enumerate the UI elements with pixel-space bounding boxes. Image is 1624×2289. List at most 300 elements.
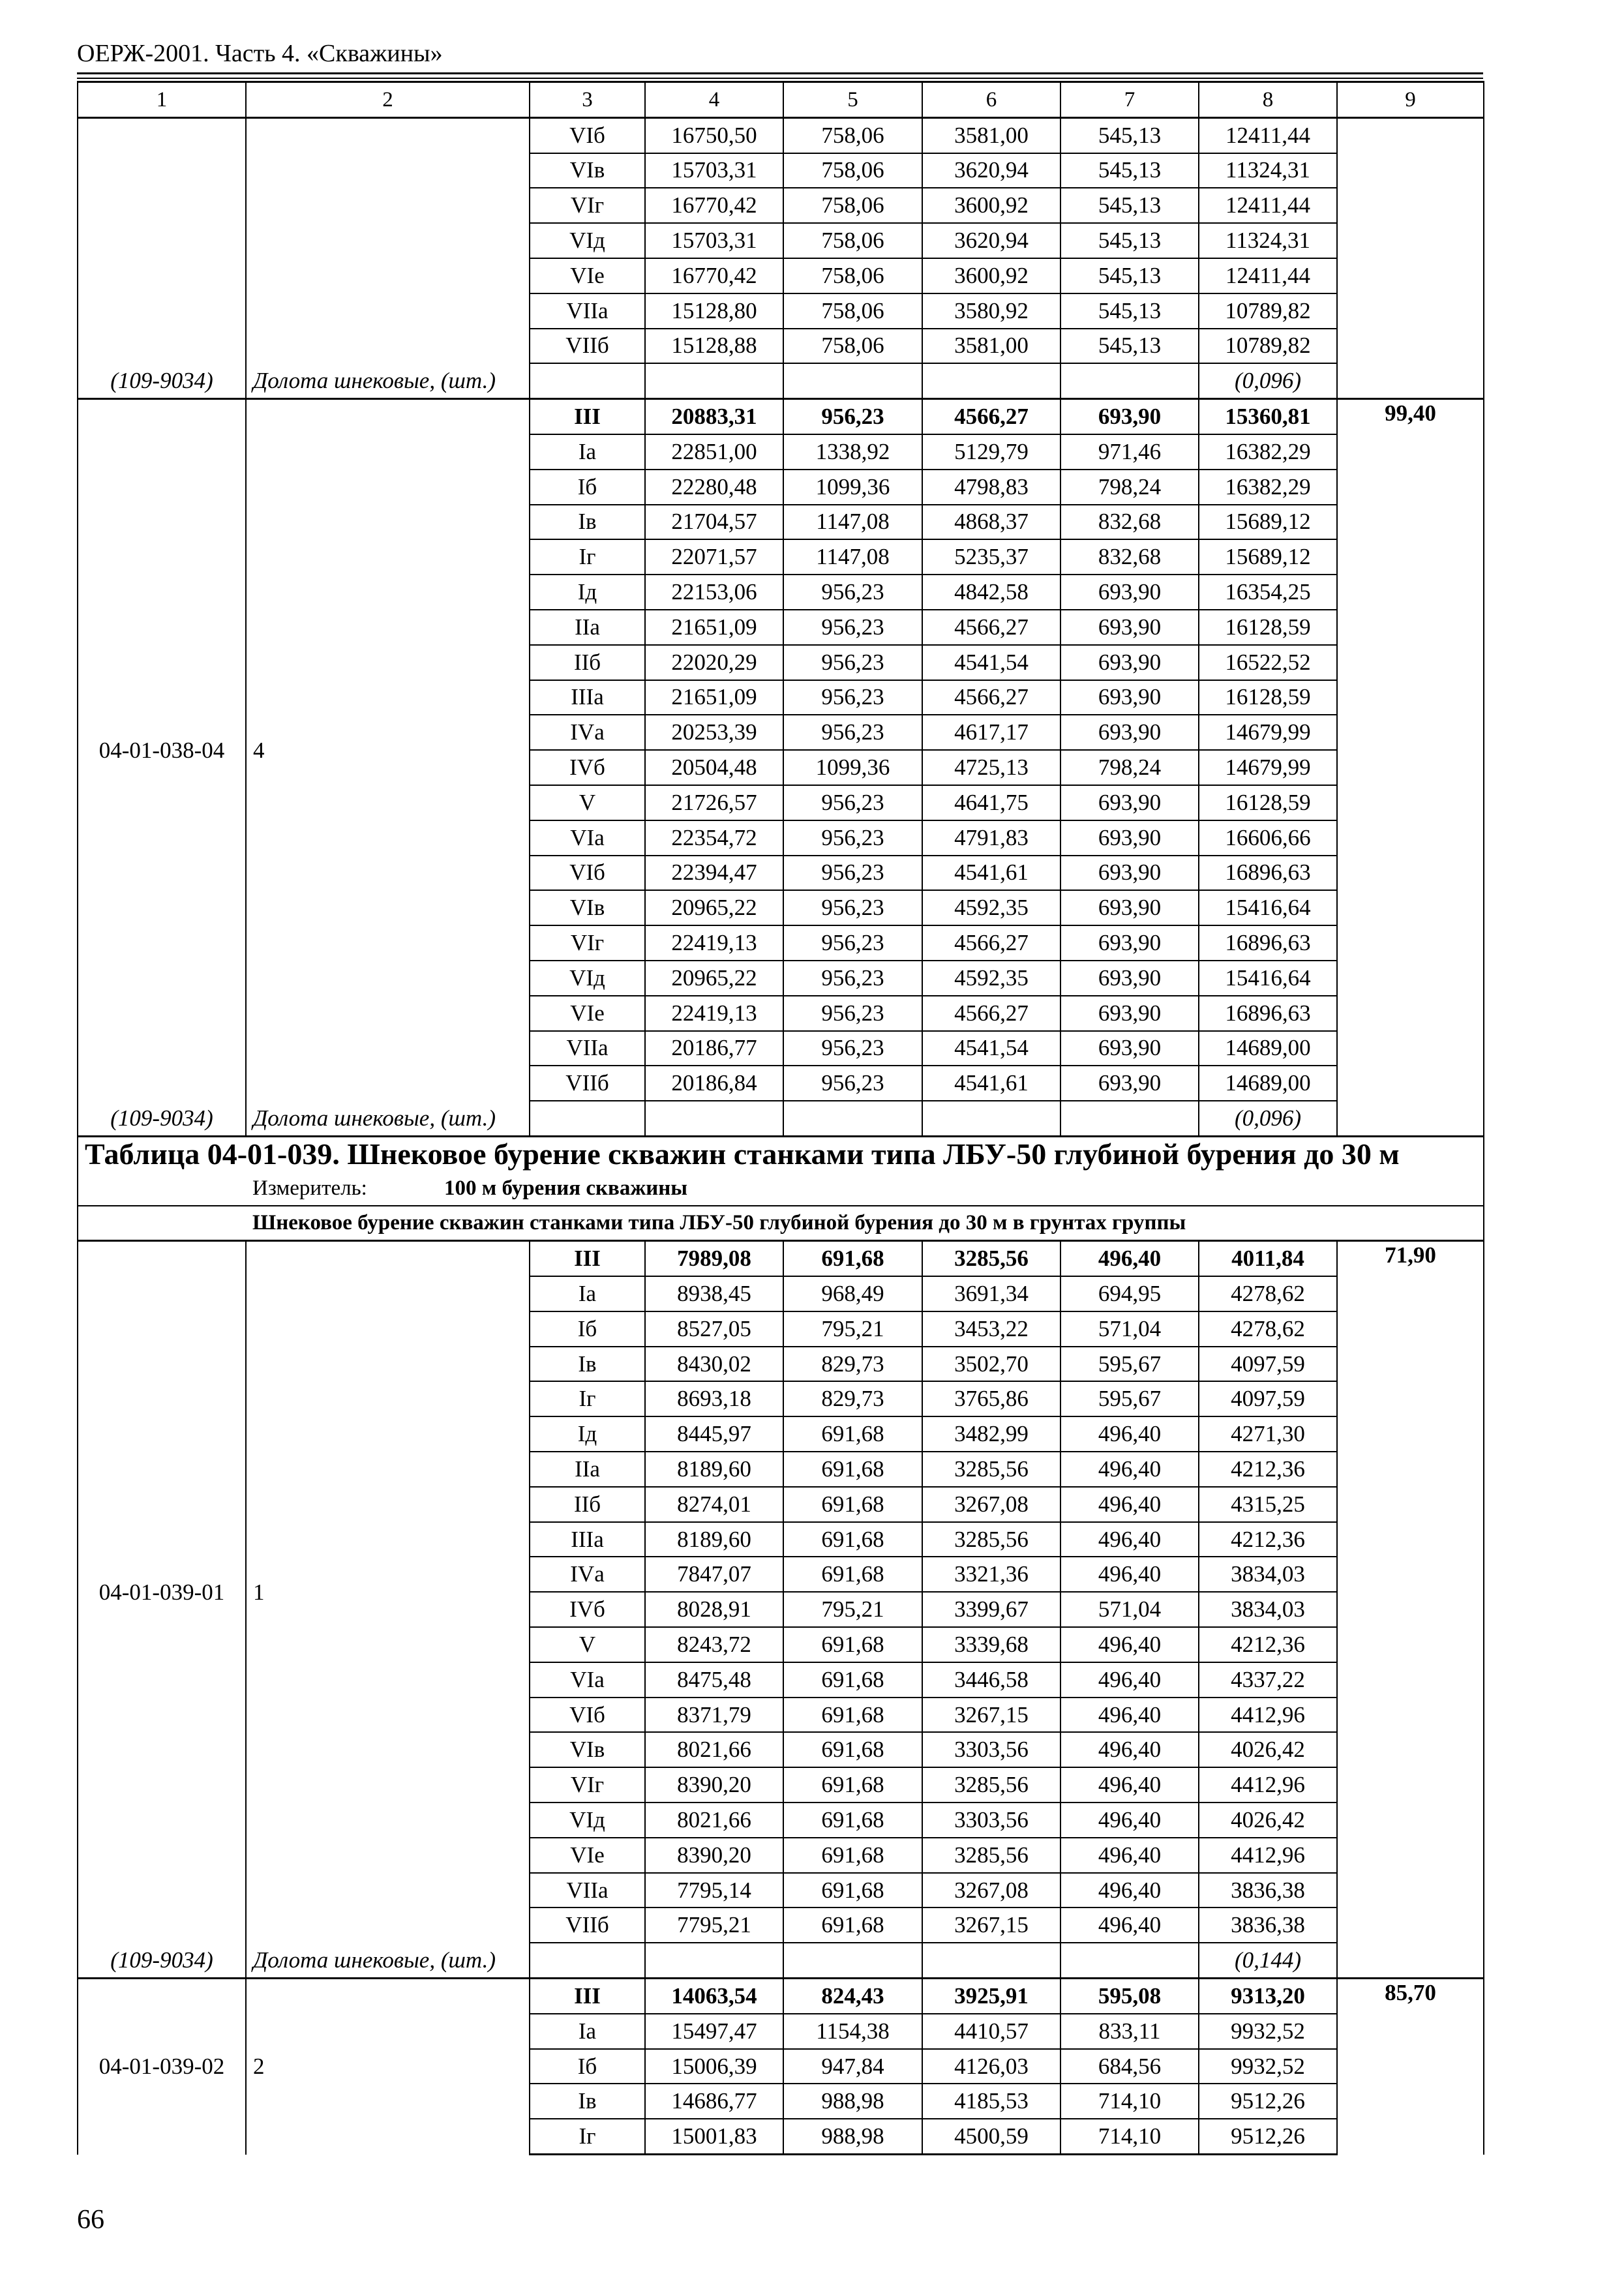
price-value: 798,24	[1060, 470, 1199, 505]
price-value: 496,40	[1060, 1241, 1199, 1276]
price-value: 22153,06	[645, 575, 783, 610]
price-value: 14679,99	[1199, 750, 1337, 785]
price-value: 947,84	[783, 2049, 922, 2084]
labor-mark: 85,70	[1337, 1979, 1484, 2155]
price-value: 7795,21	[645, 1908, 783, 1943]
price-value: 684,56	[1060, 2049, 1199, 2084]
column-numbers-row	[78, 82, 1484, 118]
soil-group: V	[530, 1627, 645, 1662]
item-number: 1	[246, 1241, 530, 1943]
price-value: 8189,60	[645, 1452, 783, 1487]
resource-quantity: (0,096)	[1199, 1101, 1337, 1136]
price-value: 496,40	[1060, 1487, 1199, 1522]
price-value: 22394,47	[645, 856, 783, 891]
price-value: 15001,83	[645, 2119, 783, 2154]
soil-group: IVб	[530, 1592, 645, 1627]
price-value: 694,95	[1060, 1276, 1199, 1311]
price-value: 3620,94	[922, 153, 1060, 188]
price-value: 956,23	[783, 890, 922, 925]
price-value: 595,08	[1060, 1979, 1199, 2014]
price-value: 15497,47	[645, 2014, 783, 2049]
price-value: 4011,84	[1199, 1241, 1337, 1276]
price-row-main	[78, 399, 1484, 434]
soil-group: VIIб	[530, 1908, 645, 1943]
price-value: 16382,29	[1199, 470, 1337, 505]
page-number: 66	[77, 2205, 104, 2235]
column-number: 9	[1337, 82, 1484, 118]
empty-cell	[922, 363, 1060, 398]
price-value: 545,13	[1060, 223, 1199, 258]
price-value: 1147,08	[783, 505, 922, 540]
price-value: 22419,13	[645, 996, 783, 1031]
soil-group: Iг	[530, 2119, 645, 2154]
price-value: 11324,31	[1199, 223, 1337, 258]
price-value: 1338,92	[783, 434, 922, 470]
price-value: 4278,62	[1199, 1276, 1337, 1311]
soil-group: IIа	[530, 1452, 645, 1487]
price-value: 20965,22	[645, 890, 783, 925]
price-value: 691,68	[783, 1557, 922, 1592]
price-value: 691,68	[783, 1662, 922, 1698]
price-value: 12411,44	[1199, 117, 1337, 153]
price-value: 693,90	[1060, 1031, 1199, 1066]
price-value: 3285,56	[922, 1452, 1060, 1487]
price-value: 4592,35	[922, 961, 1060, 996]
price-value: 4212,36	[1199, 1522, 1337, 1557]
price-value: 7989,08	[645, 1241, 783, 1276]
price-value: 22851,00	[645, 434, 783, 470]
price-value: 9932,52	[1199, 2049, 1337, 2084]
meter-cell	[246, 1171, 1484, 1206]
price-value: 4541,61	[922, 1066, 1060, 1101]
price-value: 832,68	[1060, 539, 1199, 575]
price-value: 21704,57	[645, 505, 783, 540]
price-value: 8527,05	[645, 1311, 783, 1347]
price-value: 545,13	[1060, 188, 1199, 223]
price-value: 9313,20	[1199, 1979, 1337, 2014]
price-value: 4412,96	[1199, 1838, 1337, 1873]
empty-cell	[783, 1943, 922, 1978]
column-number: 5	[783, 82, 922, 118]
price-value: 20883,31	[645, 399, 783, 434]
meter-label: Измеритель:	[252, 1176, 367, 1200]
soil-group: Iа	[530, 2014, 645, 2049]
price-value: 3339,68	[922, 1627, 1060, 1662]
price-value: 1147,08	[783, 539, 922, 575]
price-value: 4592,35	[922, 890, 1060, 925]
soil-group: IVа	[530, 715, 645, 750]
price-value: 16382,29	[1199, 434, 1337, 470]
item-number: 2	[246, 1979, 530, 2155]
price-value: 968,49	[783, 1276, 922, 1311]
price-value: 496,40	[1060, 1838, 1199, 1873]
empty-cell	[1060, 1943, 1199, 1978]
price-value: 21651,09	[645, 680, 783, 715]
price-value: 3836,38	[1199, 1908, 1337, 1943]
resource-name: Долота шнековые, (шт.)	[246, 1101, 530, 1136]
price-value: 691,68	[783, 1627, 922, 1662]
price-value: 16896,63	[1199, 856, 1337, 891]
column-number: 2	[246, 82, 530, 118]
soil-group: VIIб	[530, 329, 645, 364]
table-title: Таблица 04-01-039. Шнековое бурение скважин станками типа ЛБУ-50 глубиной бурения до 30 м	[78, 1136, 1484, 1171]
column-number: 6	[922, 82, 1060, 118]
price-value: 693,90	[1060, 715, 1199, 750]
price-value: 3285,56	[922, 1838, 1060, 1873]
empty-cell	[645, 1943, 783, 1978]
price-value: 758,06	[783, 258, 922, 293]
price-value: 496,40	[1060, 1803, 1199, 1838]
price-value: 8475,48	[645, 1662, 783, 1698]
price-value: 3581,00	[922, 329, 1060, 364]
price-value: 15006,39	[645, 2049, 783, 2084]
price-value: 4725,13	[922, 750, 1060, 785]
price-value: 758,06	[783, 117, 922, 153]
price-value: 4566,27	[922, 680, 1060, 715]
subheader-row	[78, 1206, 1484, 1241]
price-value: 4212,36	[1199, 1452, 1337, 1487]
empty-cell	[1060, 363, 1199, 398]
soil-group: Iб	[530, 470, 645, 505]
soil-group: IVб	[530, 750, 645, 785]
footnote-row	[78, 363, 1484, 398]
price-value: 693,90	[1060, 785, 1199, 820]
soil-group: Iб	[530, 1311, 645, 1347]
price-value: 693,90	[1060, 575, 1199, 610]
soil-group: VIа	[530, 1662, 645, 1698]
resource-code: (109-9034)	[78, 1101, 246, 1136]
price-value: 496,40	[1060, 1767, 1199, 1803]
price-value: 16522,52	[1199, 645, 1337, 680]
price-value: 956,23	[783, 996, 922, 1031]
price-value: 20253,39	[645, 715, 783, 750]
price-value: 4185,53	[922, 2084, 1060, 2119]
price-value: 988,98	[783, 2084, 922, 2119]
price-value: 4410,57	[922, 2014, 1060, 2049]
price-value: 956,23	[783, 399, 922, 434]
empty-cell	[783, 1101, 922, 1136]
soil-group: V	[530, 785, 645, 820]
price-value: 4315,25	[1199, 1487, 1337, 1522]
soil-group: Iв	[530, 1347, 645, 1382]
meter-value: 100 м бурения скважины	[444, 1176, 688, 1200]
price-value: 956,23	[783, 856, 922, 891]
price-value: 14689,00	[1199, 1031, 1337, 1066]
price-value: 956,23	[783, 680, 922, 715]
price-value: 16896,63	[1199, 996, 1337, 1031]
resource-quantity: (0,144)	[1199, 1943, 1337, 1978]
soil-group: VIд	[530, 1803, 645, 1838]
price-value: 693,90	[1060, 925, 1199, 961]
column-number: 4	[645, 82, 783, 118]
price-row	[78, 117, 1484, 153]
price-table	[77, 81, 1484, 2155]
price-value: 3267,08	[922, 1873, 1060, 1908]
price-value: 956,23	[783, 1031, 922, 1066]
soil-group: Iа	[530, 1276, 645, 1311]
empty-cell	[922, 1101, 1060, 1136]
price-value: 496,40	[1060, 1662, 1199, 1698]
soil-group: VIг	[530, 925, 645, 961]
price-value: 714,10	[1060, 2119, 1199, 2154]
rate-code: 04-01-039-01	[78, 1241, 246, 1943]
price-value: 20504,48	[645, 750, 783, 785]
subheader-spacer	[78, 1206, 246, 1241]
soil-group: Iд	[530, 1416, 645, 1452]
price-value: 4026,42	[1199, 1803, 1337, 1838]
price-value: 3285,56	[922, 1767, 1060, 1803]
price-value: 691,68	[783, 1698, 922, 1733]
price-value: 8021,66	[645, 1803, 783, 1838]
soil-group: VIIа	[530, 293, 645, 329]
soil-group: IIб	[530, 645, 645, 680]
price-value: 4500,59	[922, 2119, 1060, 2154]
price-value: 3834,03	[1199, 1557, 1337, 1592]
price-value: 15360,81	[1199, 399, 1337, 434]
price-value: 10789,82	[1199, 293, 1337, 329]
price-value: 3765,86	[922, 1381, 1060, 1416]
page-header: ОЕРЖ-2001. Часть 4. «Скважины»	[77, 40, 443, 67]
column-number: 8	[1199, 82, 1337, 118]
soil-group: VIг	[530, 188, 645, 223]
price-value: 798,24	[1060, 750, 1199, 785]
price-value: 4541,54	[922, 645, 1060, 680]
price-value: 15128,80	[645, 293, 783, 329]
price-value: 7795,14	[645, 1873, 783, 1908]
price-value: 758,06	[783, 223, 922, 258]
price-value: 693,90	[1060, 1066, 1199, 1101]
price-value: 16770,42	[645, 188, 783, 223]
price-value: 496,40	[1060, 1873, 1199, 1908]
price-value: 4126,03	[922, 2049, 1060, 2084]
price-value: 8390,20	[645, 1767, 783, 1803]
price-value: 496,40	[1060, 1416, 1199, 1452]
price-value: 4798,83	[922, 470, 1060, 505]
price-value: 8371,79	[645, 1698, 783, 1733]
price-value: 795,21	[783, 1592, 922, 1627]
price-value: 545,13	[1060, 117, 1199, 153]
price-value: 10789,82	[1199, 329, 1337, 364]
price-value: 3620,94	[922, 223, 1060, 258]
price-value: 8274,01	[645, 1487, 783, 1522]
price-value: 691,68	[783, 1416, 922, 1452]
resource-name: Долота шнековые, (шт.)	[246, 1943, 530, 1978]
price-value: 758,06	[783, 153, 922, 188]
footnote-row	[78, 1943, 1484, 1978]
column-number: 1	[78, 82, 246, 118]
soil-group: Iг	[530, 1381, 645, 1416]
price-value: 20186,84	[645, 1066, 783, 1101]
price-value: 4026,42	[1199, 1732, 1337, 1767]
price-value: 4097,59	[1199, 1347, 1337, 1382]
empty-cell	[783, 363, 922, 398]
soil-group: VIв	[530, 1732, 645, 1767]
soil-group: Iа	[530, 434, 645, 470]
price-value: 3691,34	[922, 1276, 1060, 1311]
price-value: 714,10	[1060, 2084, 1199, 2119]
price-value: 4566,27	[922, 925, 1060, 961]
soil-group: IIа	[530, 610, 645, 645]
price-value: 545,13	[1060, 293, 1199, 329]
price-value: 12411,44	[1199, 188, 1337, 223]
price-value: 16354,25	[1199, 575, 1337, 610]
empty-cell	[530, 1101, 645, 1136]
price-value: 832,68	[1060, 505, 1199, 540]
price-value: 15703,31	[645, 153, 783, 188]
price-value: 3303,56	[922, 1732, 1060, 1767]
price-value: 4566,27	[922, 610, 1060, 645]
soil-group: VIIа	[530, 1031, 645, 1066]
price-value: 22020,29	[645, 645, 783, 680]
price-value: 3267,15	[922, 1908, 1060, 1943]
soil-group: VIе	[530, 258, 645, 293]
empty-cell	[922, 1943, 1060, 1978]
price-value: 693,90	[1060, 890, 1199, 925]
rate-code	[78, 117, 246, 363]
price-value: 3303,56	[922, 1803, 1060, 1838]
price-value: 3482,99	[922, 1416, 1060, 1452]
price-value: 16606,66	[1199, 820, 1337, 856]
resource-name: Долота шнековые, (шт.)	[246, 363, 530, 398]
price-value: 693,90	[1060, 680, 1199, 715]
empty-cell	[645, 363, 783, 398]
soil-group: VIв	[530, 153, 645, 188]
soil-group: VIе	[530, 996, 645, 1031]
soil-group: VIе	[530, 1838, 645, 1873]
price-value: 16770,42	[645, 258, 783, 293]
price-value: 691,68	[783, 1767, 922, 1803]
price-value: 691,68	[783, 1732, 922, 1767]
price-value: 496,40	[1060, 1557, 1199, 1592]
price-value: 693,90	[1060, 610, 1199, 645]
price-value: 691,68	[783, 1452, 922, 1487]
soil-group: VIб	[530, 117, 645, 153]
price-value: 15703,31	[645, 223, 783, 258]
price-value: 956,23	[783, 925, 922, 961]
price-value: 14686,77	[645, 2084, 783, 2119]
price-value: 4337,22	[1199, 1662, 1337, 1698]
price-value: 15416,64	[1199, 890, 1337, 925]
price-value: 691,68	[783, 1241, 922, 1276]
soil-group: Iв	[530, 505, 645, 540]
item-number	[246, 117, 530, 363]
price-row-main	[78, 1241, 1484, 1276]
price-value: 21651,09	[645, 610, 783, 645]
column-number: 3	[530, 82, 645, 118]
price-value: 758,06	[783, 293, 922, 329]
rate-code: 04-01-038-04	[78, 399, 246, 1101]
resource-quantity: (0,096)	[1199, 363, 1337, 398]
soil-group: VIб	[530, 1698, 645, 1733]
price-value: 3285,56	[922, 1522, 1060, 1557]
price-value: 956,23	[783, 785, 922, 820]
labor-mark: 71,90	[1337, 1241, 1484, 1979]
price-value: 496,40	[1060, 1908, 1199, 1943]
price-value: 693,90	[1060, 399, 1199, 434]
price-value: 15689,12	[1199, 505, 1337, 540]
rate-code: 04-01-039-02	[78, 1979, 246, 2155]
soil-group: IIб	[530, 1487, 645, 1522]
price-value: 4617,17	[922, 715, 1060, 750]
price-value: 829,73	[783, 1347, 922, 1382]
price-value: 691,68	[783, 1908, 922, 1943]
price-value: 496,40	[1060, 1522, 1199, 1557]
price-value: 4271,30	[1199, 1416, 1337, 1452]
price-value: 1154,38	[783, 2014, 922, 2049]
price-value: 14679,99	[1199, 715, 1337, 750]
price-value: 3321,36	[922, 1557, 1060, 1592]
price-value: 1099,36	[783, 750, 922, 785]
price-value: 16128,59	[1199, 680, 1337, 715]
price-value: 3600,92	[922, 258, 1060, 293]
price-value: 693,90	[1060, 996, 1199, 1031]
empty-cell	[530, 1943, 645, 1978]
price-value: 693,90	[1060, 961, 1199, 996]
labor-mark: 99,40	[1337, 399, 1484, 1137]
price-value: 496,40	[1060, 1627, 1199, 1662]
price-value: 11324,31	[1199, 153, 1337, 188]
price-value: 4791,83	[922, 820, 1060, 856]
price-value: 4412,96	[1199, 1698, 1337, 1733]
price-value: 3836,38	[1199, 1873, 1337, 1908]
price-value: 8189,60	[645, 1522, 783, 1557]
price-value: 496,40	[1060, 1452, 1199, 1487]
price-value: 4212,36	[1199, 1627, 1337, 1662]
price-value: 956,23	[783, 1066, 922, 1101]
empty-cell	[530, 363, 645, 398]
subheader-text: Шнековое бурение скважин станками типа ЛБУ-50 глубиной бурения до 30 м в грунтах группы	[246, 1206, 1484, 1241]
price-value: 7847,07	[645, 1557, 783, 1592]
soil-group: VIб	[530, 856, 645, 891]
price-value: 4641,75	[922, 785, 1060, 820]
price-value: 4412,96	[1199, 1767, 1337, 1803]
soil-group: VIа	[530, 820, 645, 856]
soil-group: Iд	[530, 575, 645, 610]
labor-mark	[1337, 117, 1484, 398]
price-value: 956,23	[783, 610, 922, 645]
soil-group: VIд	[530, 961, 645, 996]
price-value: 595,67	[1060, 1381, 1199, 1416]
price-value: 693,90	[1060, 856, 1199, 891]
price-value: 545,13	[1060, 153, 1199, 188]
price-value: 571,04	[1060, 1311, 1199, 1347]
price-value: 16750,50	[645, 117, 783, 153]
price-value: 496,40	[1060, 1732, 1199, 1767]
soil-group: IIIа	[530, 680, 645, 715]
soil-group: VIд	[530, 223, 645, 258]
price-value: 8430,02	[645, 1347, 783, 1382]
price-value: 8021,66	[645, 1732, 783, 1767]
price-value: 956,23	[783, 820, 922, 856]
soil-group: IVа	[530, 1557, 645, 1592]
price-value: 956,23	[783, 961, 922, 996]
resource-code: (109-9034)	[78, 363, 246, 398]
price-value: 3267,15	[922, 1698, 1060, 1733]
price-value: 829,73	[783, 1381, 922, 1416]
price-value: 9932,52	[1199, 2014, 1337, 2049]
price-value: 4278,62	[1199, 1311, 1337, 1347]
price-value: 758,06	[783, 329, 922, 364]
price-value: 833,11	[1060, 2014, 1199, 2049]
soil-group: III	[530, 399, 645, 434]
price-row-main	[78, 1979, 1484, 2014]
price-value: 545,13	[1060, 329, 1199, 364]
price-value: 8390,20	[645, 1838, 783, 1873]
soil-group: VIIб	[530, 1066, 645, 1101]
soil-group: VIIа	[530, 1873, 645, 1908]
price-value: 595,67	[1060, 1347, 1199, 1382]
soil-group: III	[530, 1979, 645, 2014]
